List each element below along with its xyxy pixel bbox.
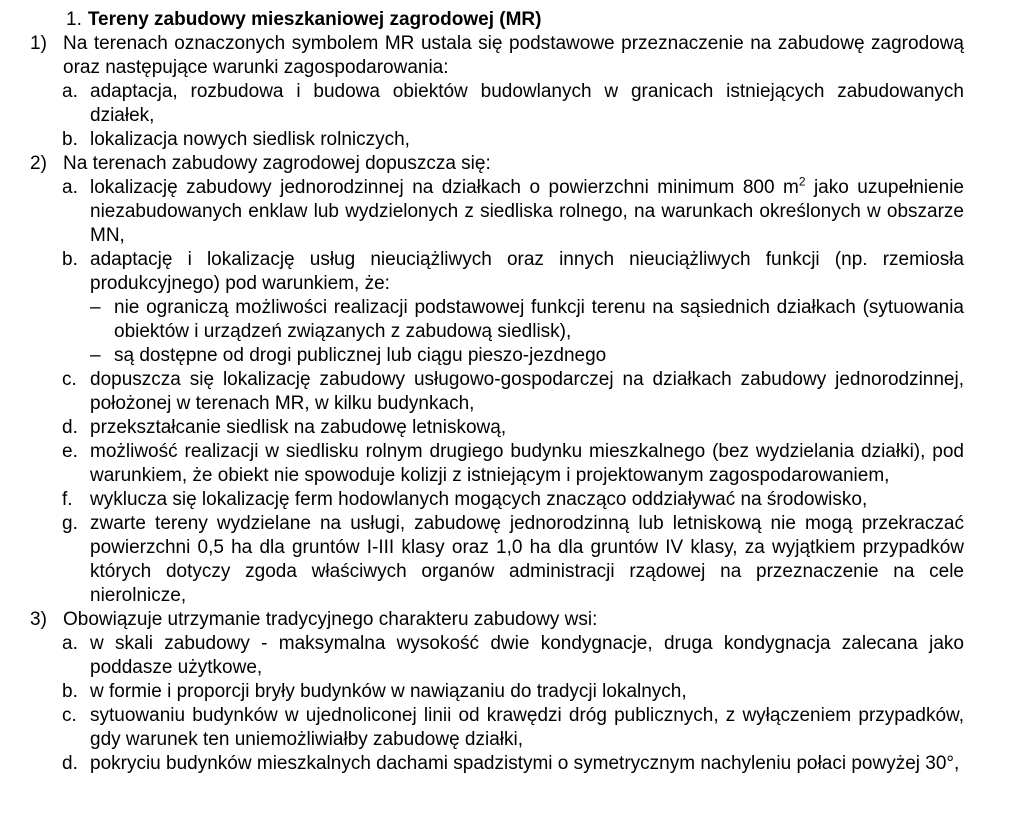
list-marker: c.: [62, 705, 77, 726]
list-item-text: sytuowaniu budynków w ujednoliconej linii od krawędzi dróg publicznych, z wyłączeniem przypadków, gdy warunek ten uniemożliwiałby zabudowę działki,: [90, 705, 964, 750]
list-marker: 2): [30, 153, 47, 174]
text-segment: lokalizację zabudowy jednorodzinnej na działkach o powierzchni minimum 800 m: [90, 177, 799, 198]
list-marker: –: [90, 297, 101, 318]
list-item: [0, 344, 1019, 368]
list-marker: b.: [62, 681, 78, 702]
text-segment: jako uzupełnienie niezabudowanych enklaw lub wydzielonych z siedliska rolnego, na warunkach określonych w obszarze MN,: [90, 177, 964, 246]
list-item-text: przekształcanie siedlisk na zabudowę letniskową,: [90, 417, 507, 438]
list-item: [0, 152, 1019, 176]
list-item-text: zwarte tereny wydzielane na usługi, zabudowę jednorodzinną lub letniskową nie mogą przekraczać powierzchni 0,5 ha dla gruntów I-III klasy oraz 1,0 ha dla gruntów IV klasy, za wyjątkiem przypadków których dotyczy zgoda właściwych organów administracji rządowej na przeznaczenie na cele nierolnicze,: [90, 513, 964, 606]
list-item-text: Obowiązuje utrzymanie tradycyjnego charakteru zabudowy wsi:: [63, 609, 598, 630]
list-marker: f.: [62, 489, 73, 510]
list-item: [0, 368, 1019, 416]
list-item: [0, 512, 1019, 608]
list-marker: e.: [62, 441, 78, 462]
list-marker: b.: [62, 129, 78, 150]
list-item: [0, 704, 1019, 752]
list-item: [0, 296, 1019, 344]
list-item: [0, 680, 1019, 704]
list-item-text: w skali zabudowy - maksymalna wysokość dwie kondygnacje, druga kondygnacja zalecana jako poddasze użytkowe,: [90, 633, 964, 678]
list-item: [0, 608, 1019, 632]
list-item-text: wyklucza się lokalizację ferm hodowlanych mogących znacząco oddziaływać na środowisko,: [90, 489, 868, 510]
list-item: [0, 416, 1019, 440]
list-marker: d.: [62, 753, 78, 774]
list-item: [0, 80, 1019, 128]
list-marker: b.: [62, 249, 78, 270]
list-item: [0, 488, 1019, 512]
list-item-text: są dostępne od drogi publicznej lub ciągu pieszo-jezdnego: [114, 345, 607, 366]
list-item: [0, 752, 1019, 776]
list-marker: a.: [62, 633, 78, 654]
list-item-text: nie ograniczą możliwości realizacji podstawowej funkcji terenu na sąsiednich działkach (sytuowania obiektów i urządzeń związanych z zabudową siedlisk),: [114, 297, 964, 342]
list-item: [0, 248, 1019, 296]
list-marker: –: [90, 345, 101, 366]
list-marker: g.: [62, 513, 78, 534]
list-marker: a.: [62, 177, 78, 198]
list-item-text: Na terenach zabudowy zagrodowej dopuszcza się:: [63, 153, 491, 174]
list-item: [0, 176, 1019, 248]
document-body: [0, 8, 1019, 776]
list-item: [0, 440, 1019, 488]
section-title: Tereny zabudowy mieszkaniowej zagrodowej (MR): [87, 9, 542, 30]
list-item-text: możliwość realizacji w siedlisku rolnym drugiego budynku mieszkalnego (bez wydzielania działki), pod warunkiem, że obiekt nie spowoduje kolizji z istniejącym i projektowanym zagospodarowaniem,: [90, 441, 964, 486]
list-marker: c.: [62, 369, 77, 390]
list-item: [0, 32, 1019, 80]
list-item-text: [90, 176, 964, 248]
list-item: [0, 632, 1019, 680]
list-marker: 1): [30, 33, 47, 54]
list-marker: 3): [30, 609, 47, 630]
list-item-text: w formie i proporcji bryły budynków w nawiązaniu do tradycji lokalnych,: [90, 681, 687, 702]
superscript: 2: [798, 174, 806, 189]
section-number: 1.: [66, 9, 82, 30]
list-item-text: adaptację i lokalizację usług nieuciążliwych oraz innych nieuciążliwych funkcji (np. rzemiosła produkcyjnego) pod warunkiem, że:: [90, 249, 964, 294]
list-item-text: dopuszcza się lokalizację zabudowy usługowo-gospodarczej na działkach zabudowy jednorodzinnej, położonej w terenach MR, w kilku budynkach,: [90, 369, 964, 414]
list-item-text: adaptacja, rozbudowa i budowa obiektów budowlanych w granicach istniejących zabudowanych działek,: [90, 81, 964, 126]
list-marker: d.: [62, 417, 78, 438]
section-heading: [0, 8, 1019, 32]
list-item-text: pokryciu budynków mieszkalnych dachami spadzistymi o symetrycznym nachyleniu połaci powyżej 30°,: [90, 753, 960, 774]
list-marker: a.: [62, 81, 78, 102]
list-item-text: lokalizacja nowych siedlisk rolniczych,: [90, 129, 410, 150]
list-item-text: Na terenach oznaczonych symbolem MR ustala się podstawowe przeznaczenie na zabudowę zagrodową oraz następujące warunki zagospodarowania:: [63, 33, 964, 78]
list-item: [0, 128, 1019, 152]
